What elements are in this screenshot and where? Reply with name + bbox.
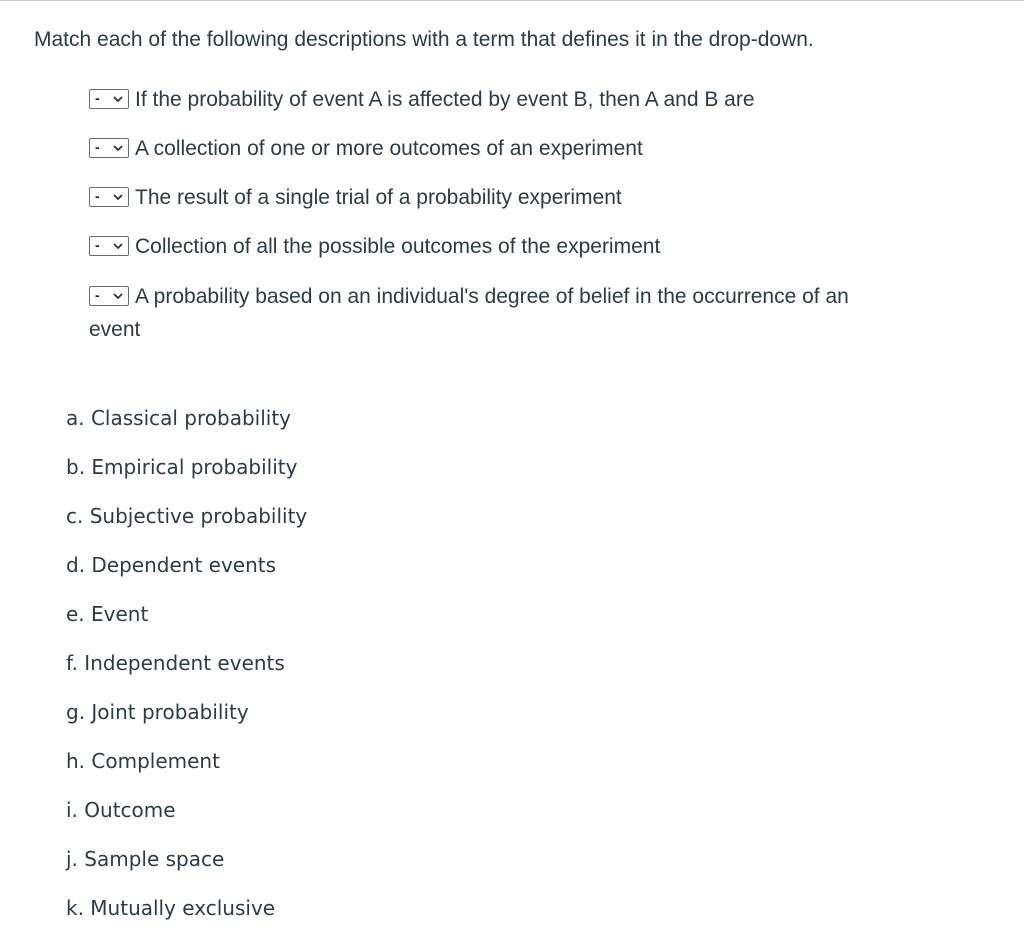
match-row [89, 182, 869, 214]
match-description: A probability based on an individual's degree of belief in the occurrence of an event [89, 285, 849, 341]
answer-dropdown[interactable] [89, 286, 129, 306]
match-row [89, 84, 869, 116]
term-options-list [66, 404, 566, 943]
match-row [89, 280, 869, 346]
term-option: d. Dependent events [66, 553, 277, 577]
chevron-down-icon [111, 142, 125, 154]
match-description: The result of a single trial of a probability experiment [135, 186, 622, 209]
dropdown-selected-value: - [95, 188, 100, 204]
match-description: A collection of one or more outcomes of an experiment [135, 137, 643, 160]
dropdown-selected-value: - [95, 287, 100, 303]
term-option: e. Event [66, 602, 149, 626]
term-option: i. Outcome [66, 798, 176, 822]
chevron-down-icon [111, 93, 125, 105]
match-description: If the probability of event A is affected by event B, then A and B are [135, 88, 755, 111]
term-option: f. Independent events [66, 651, 285, 675]
match-row [89, 133, 869, 165]
question-prompt: Match each of the following descriptions with a term that defines it in the drop-down. [34, 28, 814, 51]
term-option: b. Empirical probability [66, 455, 298, 479]
term-option: g. Joint probability [66, 700, 249, 724]
answer-dropdown[interactable] [89, 138, 129, 158]
term-option: h. Complement [66, 749, 220, 773]
match-list [89, 84, 869, 363]
chevron-down-icon [111, 290, 125, 302]
dropdown-selected-value: - [95, 139, 100, 155]
term-option: k. Mutually exclusive [66, 896, 276, 920]
answer-dropdown[interactable] [89, 89, 129, 109]
match-description: Collection of all the possible outcomes of the experiment [135, 235, 661, 258]
answer-dropdown[interactable] [89, 236, 129, 256]
term-option: c. Subjective probability [66, 504, 308, 528]
dropdown-selected-value: - [95, 90, 100, 106]
dropdown-selected-value: - [95, 237, 100, 253]
match-row [89, 231, 869, 263]
top-divider [0, 0, 1024, 1]
answer-dropdown[interactable] [89, 187, 129, 207]
chevron-down-icon [111, 191, 125, 203]
chevron-down-icon [111, 240, 125, 252]
term-option: j. Sample space [66, 847, 225, 871]
term-option: a. Classical probability [66, 406, 292, 430]
